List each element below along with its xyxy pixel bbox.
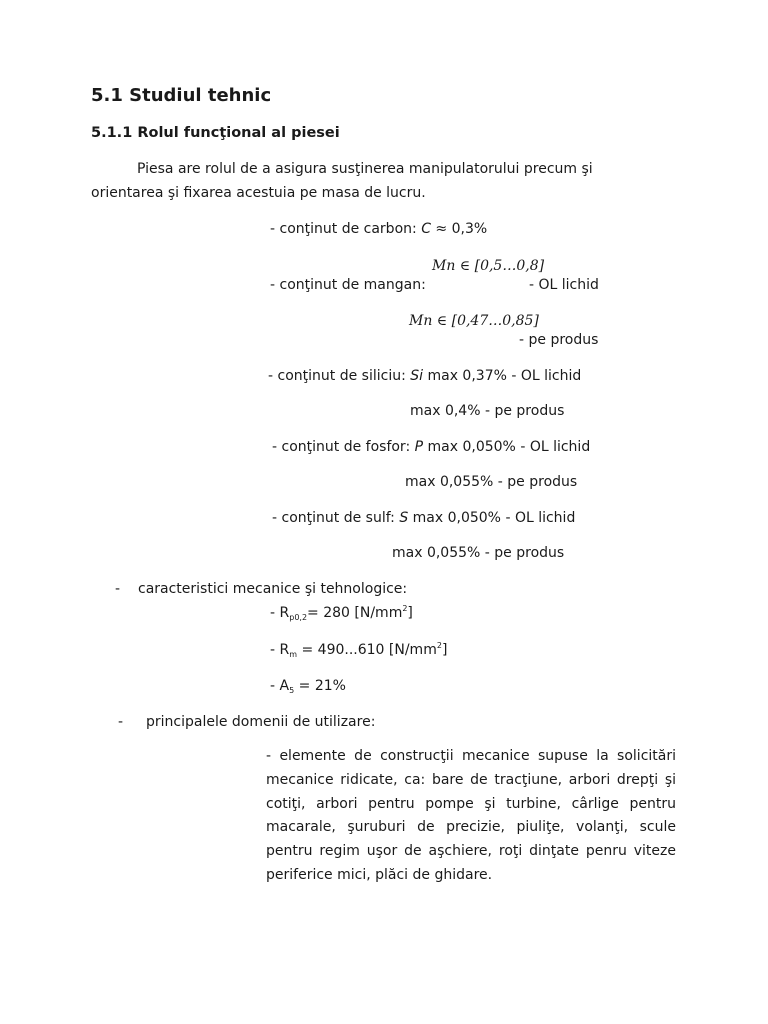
a5-number: = 21% (294, 678, 346, 694)
intro-line-2: orientarea şi fixarea acestuia pe masa de lucru. (91, 185, 426, 201)
rm-subscript: m (289, 650, 298, 659)
sulfur-content (272, 510, 575, 526)
mangan-label: - conţinut de mangan: (270, 277, 426, 293)
section-heading: 5.1 Studiul tehnic (91, 85, 272, 106)
domains-bullet: - (118, 714, 124, 730)
subsection-heading: 5.1.1 Rolul funcţional al piesei (91, 125, 340, 141)
a5-label: - A (270, 678, 290, 694)
carbon-value: ≈ 0,3% (430, 221, 488, 237)
sulfur-product: max 0,055% - pe produs (392, 545, 565, 561)
a5-value (270, 678, 346, 695)
mangan-formula-liquid: Mn ∈ [0,5…0,8] (432, 258, 545, 274)
rm-close: ] (441, 642, 448, 658)
phosphorus-value: max 0,050% - OL lichid (423, 439, 591, 455)
silicon-label: - conţinut de siliciu: (268, 368, 411, 384)
phosphorus-content (272, 439, 590, 455)
rm-number: = 490...610 [N/mm (297, 642, 437, 658)
domains-title: principalele domenii de utilizare: (146, 714, 376, 730)
rp-number: = 280 [N/mm (307, 605, 403, 621)
rp-superscript: 2 (402, 604, 408, 613)
carbon-symbol: C (421, 221, 431, 237)
phosphorus-symbol: P (414, 439, 424, 455)
sulfur-label: - conţinut de sulf: (272, 510, 400, 526)
mangan-note-liquid: - OL lichid (529, 277, 599, 293)
rm-superscript: 2 (436, 641, 442, 650)
silicon-value: max 0,37% - OL lichid (423, 368, 582, 384)
mech-bullet: - (115, 581, 121, 597)
domains-text: - elemente de construcţii mecanice supuse la solicitări mecanice ridicate, ca: bare de tracţiune, arbori drepţi şi cotiţi, arbori pentru pompe şi turbine, cârlige pentru macarale, şuruburi de precizie, piuliţe, volanţi, scule pentru regim uşor de aşchiere, roţi dinţate penru viteze periferice mici, plăci de ghidare. (266, 748, 676, 883)
a5-subscript: 5 (289, 686, 295, 695)
carbon-label: - conţinut de carbon: (270, 221, 422, 237)
rp-close: ] (407, 605, 413, 621)
rm-value (270, 641, 447, 659)
silicon-symbol: Si (410, 368, 424, 384)
carbon-content (270, 221, 487, 237)
silicon-content (268, 368, 581, 384)
sulfur-value: max 0,050% - OL lichid (408, 510, 576, 526)
rp-label: - R (270, 605, 290, 621)
mech-title: caracteristici mecanice şi tehnologice: (138, 581, 408, 597)
phosphorus-label: - conţinut de fosfor: (272, 439, 415, 455)
sulfur-symbol: S (399, 510, 409, 526)
phosphorus-product: max 0,055% - pe produs (405, 474, 578, 490)
mangan-note-product: - pe produs (519, 332, 599, 348)
rp-value (270, 604, 413, 622)
silicon-product: max 0,4% - pe produs (410, 403, 565, 419)
rm-label: - R (270, 642, 290, 658)
mangan-formula-product: Mn ∈ [0,47…0,85] (409, 313, 539, 329)
intro-line-1: Piesa are rolul de a asigura susţinerea manipulatorului precum şi (137, 161, 593, 177)
rp-subscript: p0,2 (289, 613, 308, 622)
